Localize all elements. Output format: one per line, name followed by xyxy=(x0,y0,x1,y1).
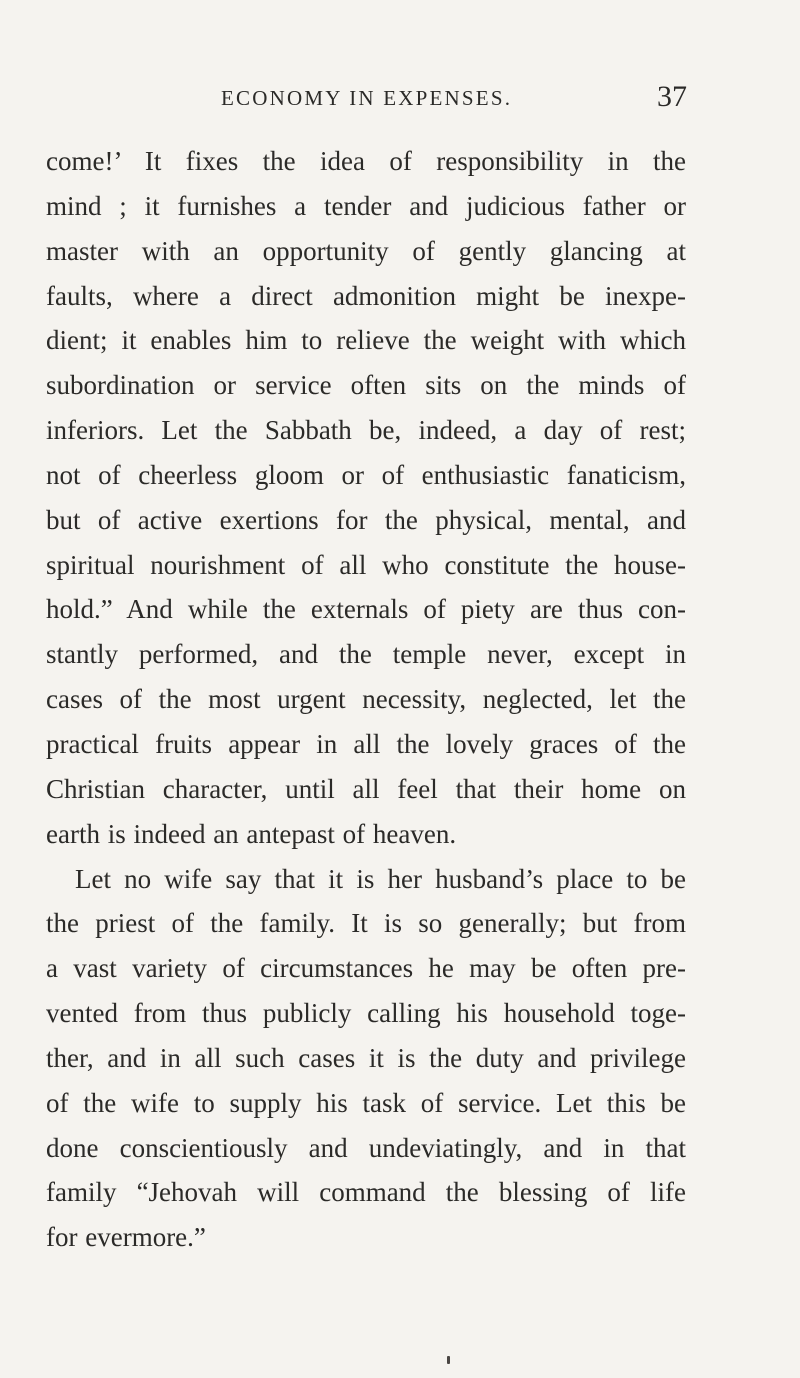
page-number: 37 xyxy=(657,80,687,113)
text-line: subordination or service often sits on the minds of xyxy=(46,370,686,401)
text-line: come!’ It fixes the idea of responsibility in the xyxy=(46,146,686,176)
text-line: spiritual nourishment of all who constitute the house- xyxy=(46,549,686,580)
text-line: earth is indeed an antepast of heaven. xyxy=(46,818,457,849)
text-line: a vast variety of circumstances he may be often pre- xyxy=(46,953,686,984)
text-line: practical fruits appear in all the lovely graces of the xyxy=(46,728,686,759)
text-line: of the wife to supply his task of service. Let this be xyxy=(46,1087,686,1118)
text-line: stantly performed, and the temple never, except in xyxy=(46,639,686,670)
text-line: not of cheerless gloom or of enthusiastic fanaticism, xyxy=(46,459,686,490)
page-body xyxy=(46,139,686,1260)
text-line: vented from thus publicly calling his household toge- xyxy=(46,998,686,1029)
text-line: Christian character, until all feel that their home on xyxy=(46,773,686,804)
text-line: mind ; it furnishes a tender and judicious father or xyxy=(46,190,686,221)
text-line: master with an opportunity of gently glancing at xyxy=(46,235,686,266)
text-line: family “Jehovah will command the blessing of life xyxy=(46,1177,686,1208)
text-line: the priest of the family. It is so generally; but from xyxy=(46,908,686,939)
text-line: done conscientiously and undeviatingly, and in that xyxy=(46,1132,686,1163)
ink-speck xyxy=(447,1356,450,1364)
text-line: cases of the most urgent necessity, neglected, let the xyxy=(46,684,686,715)
text-line: Let no wife say that it is her husband’s place to be xyxy=(75,863,686,894)
text-line: hold.” And while the externals of piety are thus con- xyxy=(46,594,686,625)
text-line: for evermore.” xyxy=(46,1222,206,1253)
running-head: ECONOMY IN EXPENSES. xyxy=(221,86,513,110)
text-line: inferiors. Let the Sabbath be, indeed, a day of rest; xyxy=(46,415,686,446)
text-line: but of active exertions for the physical, mental, and xyxy=(46,504,686,535)
text-line: ther, and in all such cases it is the duty and privilege xyxy=(46,1042,686,1073)
text-line: dient; it enables him to relieve the weight with which xyxy=(46,325,686,356)
text-line: faults, where a direct admonition might be inexpe- xyxy=(46,280,686,311)
